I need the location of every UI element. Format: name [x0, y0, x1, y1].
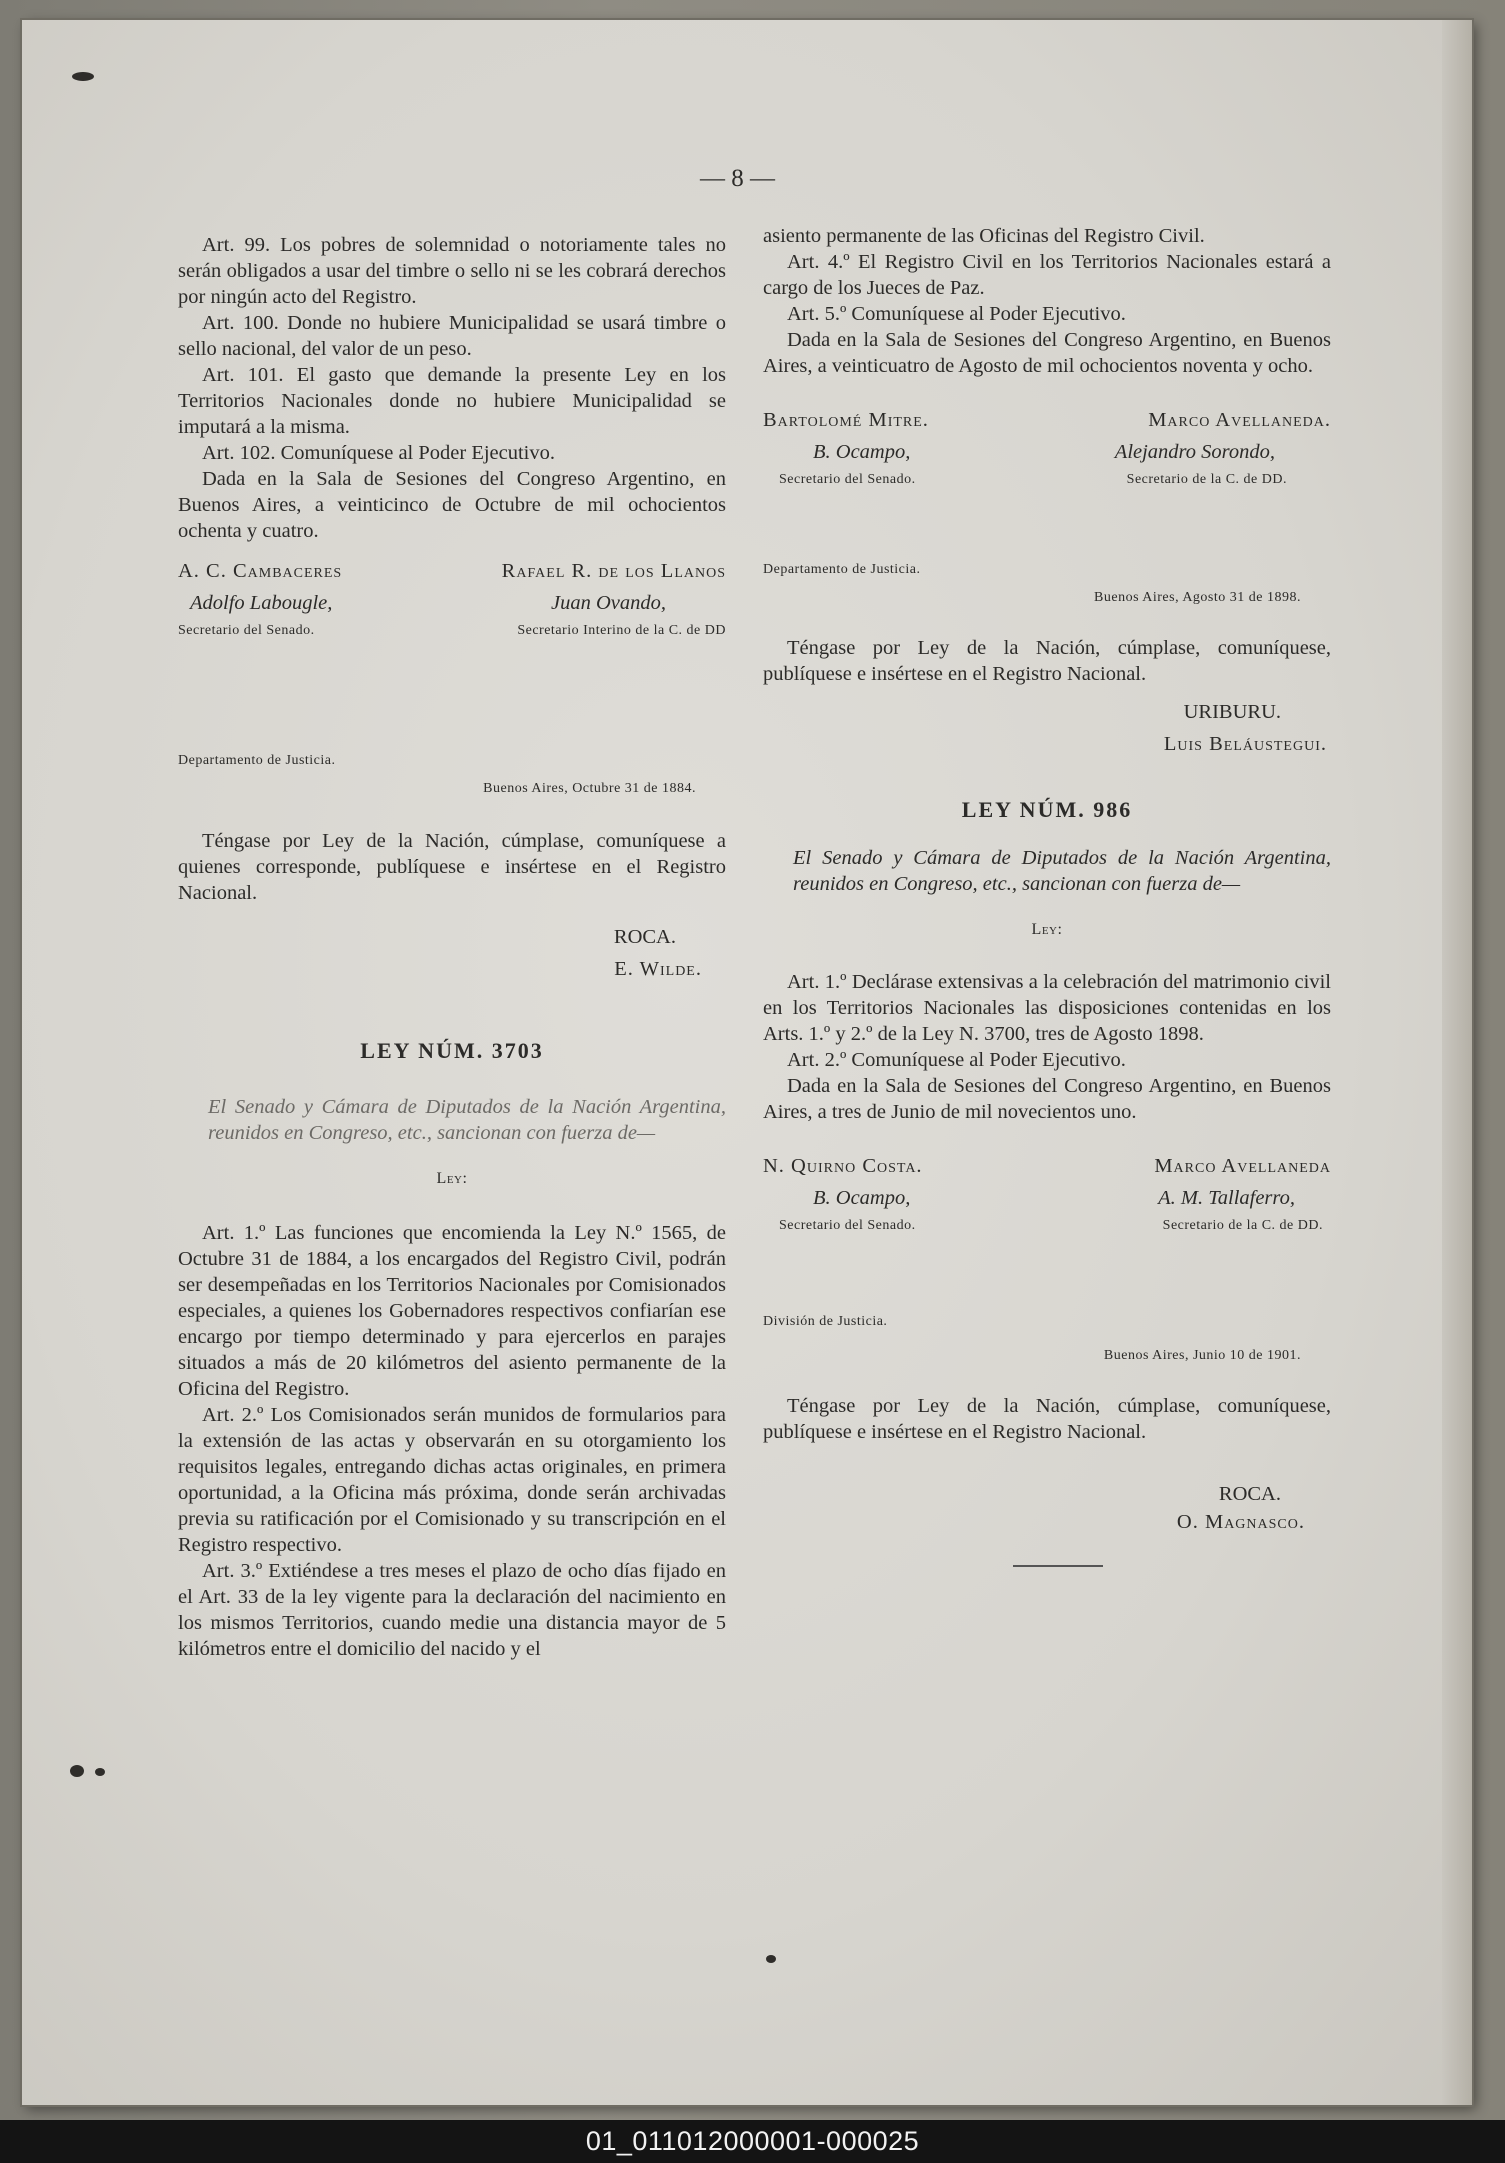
law-preamble: El Senado y Cámara de Diputados de la Nación Argentina, reunidos en Congreso, etc., sancionan con fuerza de— [793, 847, 1331, 895]
article-101: Art. 101. El gasto que demande la presente Ley en los Territorios Nacionales donde no hubiere Municipalidad se imputará a la misma. [178, 364, 726, 438]
left-column [178, 232, 726, 1662]
article-continuation: asiento permanente de las Oficinas del Registro Civil. [763, 225, 1205, 247]
promulgation-text: Téngase por Ley de la Nación, cúmplase, comuníquese, publíquese e insértese en el Registro Nacional. [763, 1395, 1331, 1443]
enactment-clause: Dada en la Sala de Sesiones del Congreso Argentino, en Buenos Aires, a veinticuatro de Agosto de mil ochocientos noventa y ocho. [763, 329, 1331, 377]
article-99: Art. 99. Los pobres de solemnidad o notoriamente tales no serán obligados a usar del timbre o sello ni se les cobrará derechos por ningún acto del Registro. [178, 234, 726, 308]
enactment-clause: Dada en la Sala de Sesiones del Congreso Argentino, en Buenos Aires, a tres de Junio de mil novecientos uno. [763, 1075, 1331, 1123]
secretary-role: Secretario de la C. de DD. [1126, 472, 1287, 487]
article-4: Art. 4.º El Registro Civil en los Territorios Nacionales estará a cargo de los Jueces de Paz. [763, 251, 1331, 299]
article-102: Art. 102. Comuníquese al Poder Ejecutivo. [202, 442, 555, 464]
signer-name: N. Quirno Costa. [763, 1155, 923, 1177]
secretary-role: Secretario Interino de la C. de DD [517, 623, 726, 638]
law-title: LEY NÚM. 3703 [360, 1038, 544, 1063]
promulgation-text: Téngase por Ley de la Nación, cúmplase, comuníquese a quienes corresponde, publíquese e insértese en el Registro Nacional. [178, 830, 726, 904]
signer-name: Marco Avellaneda [1154, 1155, 1331, 1177]
law-article-1: Art. 1.º Declárase extensivas a la celebración del matrimonio civil en los Territorios Nacionales las disposiciones contenidas en los Arts. 1.º y 2.º de la Ley N. 3700, tres de Agosto 1898. [763, 971, 1331, 1045]
image-id-bar: 01_011012000001-000025 [0, 2120, 1505, 2163]
ink-mark [766, 1955, 776, 1963]
secretary-role: Secretario del Senado. [178, 623, 315, 638]
article-100: Art. 100. Donde no hubiere Municipalidad se usará timbre o sello nacional, del valor de un peso. [178, 312, 726, 360]
law-article-2: Art. 2.º Los Comisionados serán munidos de formularios para la extensión de las actas y observarán en su otorgamiento los requisitos legales, entregando dichas actas originales, en primera oportunidad, a la Oficina más próxima, donde serán archivadas previa su ratificación por el Comisionado y su transcripción en el Registro respectivo. [178, 1404, 726, 1556]
signer-name: Rafael R. de los Llanos [501, 560, 726, 582]
secretary-role: Secretario de la C. de DD. [1162, 1218, 1323, 1233]
minister-signer: O. Magnasco. [1176, 1511, 1305, 1533]
enactment-clause: Dada en la Sala de Sesiones del Congreso Argentino, en Buenos Aires, a veinticinco de Octubre de mil ochocientos ochenta y cuatro. [178, 468, 726, 542]
ley-heading: Ley: [436, 1170, 468, 1187]
signature-roles [763, 1213, 1331, 1239]
signature-roles [178, 618, 726, 644]
signature-names [763, 407, 1331, 433]
decree-date: Buenos Aires, Junio 10 de 1901. [1103, 1348, 1301, 1363]
secretary-name: Adolfo Labougle, [190, 592, 333, 614]
signature-secretaries [763, 439, 1331, 465]
signature-names [178, 558, 726, 584]
signer-name: Marco Avellaneda. [1148, 409, 1331, 431]
right-column [763, 223, 1331, 1567]
signature-roles [763, 467, 1331, 493]
ink-mark [70, 1765, 84, 1777]
executive-signer: URIBURU. [1183, 701, 1281, 723]
secretary-name: B. Ocampo, [813, 1187, 911, 1209]
ink-mark [72, 72, 94, 81]
signer-name: Bartolomé Mitre. [763, 409, 929, 431]
decree-date: Buenos Aires, Agosto 31 de 1898. [1094, 590, 1301, 605]
secretary-name: Juan Ovando, [550, 592, 666, 614]
secretary-role: Secretario del Senado. [779, 1218, 916, 1233]
department-label: División de Justicia. [763, 1314, 888, 1329]
signer-name: A. C. Cambaceres [178, 560, 343, 582]
secretary-name: Alejandro Sorondo, [1114, 441, 1275, 463]
minister-signer: E. Wilde. [614, 958, 702, 980]
department-label: Departamento de Justicia. [178, 753, 336, 768]
end-rule [1013, 1565, 1103, 1567]
law-article-2: Art. 2.º Comuníquese al Poder Ejecutivo. [787, 1049, 1126, 1071]
law-article-1: Art. 1.º Las funciones que encomienda la Ley N.º 1565, de Octubre 31 de 1884, a los encargados del Registro Civil, podrán ser desempeñadas en los Territorios Nacionales por Comisionados especiales, a quienes los Gobernadores respectivos confiarían ese encargo por tiempo determinado y para ejercerlos en parajes situados a más de 20 kilómetros del asiento permanente de la Oficina del Registro. [178, 1222, 726, 1400]
secretary-role: Secretario del Senado. [779, 472, 916, 487]
law-article-3: Art. 3.º Extiéndese a tres meses el plazo de ocho días fijado en el Art. 33 de la ley vigente para la declaración del nacimiento en los mismos Territorios, cuando medie una distancia mayor de 5 kilómetros entre el domicilio del nacido y el [178, 1560, 726, 1660]
signature-secretaries [763, 1185, 1331, 1211]
article-5: Art. 5.º Comuníquese al Poder Ejecutivo. [787, 303, 1126, 325]
minister-signer: Luis Beláustegui. [1163, 733, 1327, 755]
law-preamble: El Senado y Cámara de Diputados de la Nación Argentina, reunidos en Congreso, etc., sancionan con fuerza de— [208, 1096, 726, 1144]
page-number: — 8 — [700, 165, 775, 192]
page-binding-edge [1442, 20, 1472, 2105]
executive-signer: ROCA. [1218, 1483, 1281, 1505]
department-label: Departamento de Justicia. [763, 562, 921, 577]
promulgation-text: Téngase por Ley de la Nación, cúmplase, comuníquese, publíquese e insértese en el Registro Nacional. [763, 637, 1331, 685]
executive-signer: ROCA. [613, 926, 676, 948]
signature-names [763, 1153, 1331, 1179]
signature-secretaries [178, 590, 726, 616]
secretary-name: B. Ocampo, [813, 441, 911, 463]
ley-heading: Ley: [1031, 921, 1063, 938]
secretary-name: A. M. Tallaferro, [1158, 1187, 1295, 1209]
law-title: LEY NÚM. 986 [961, 797, 1133, 822]
decree-date: Buenos Aires, Octubre 31 de 1884. [483, 781, 696, 796]
ink-mark [95, 1768, 105, 1776]
